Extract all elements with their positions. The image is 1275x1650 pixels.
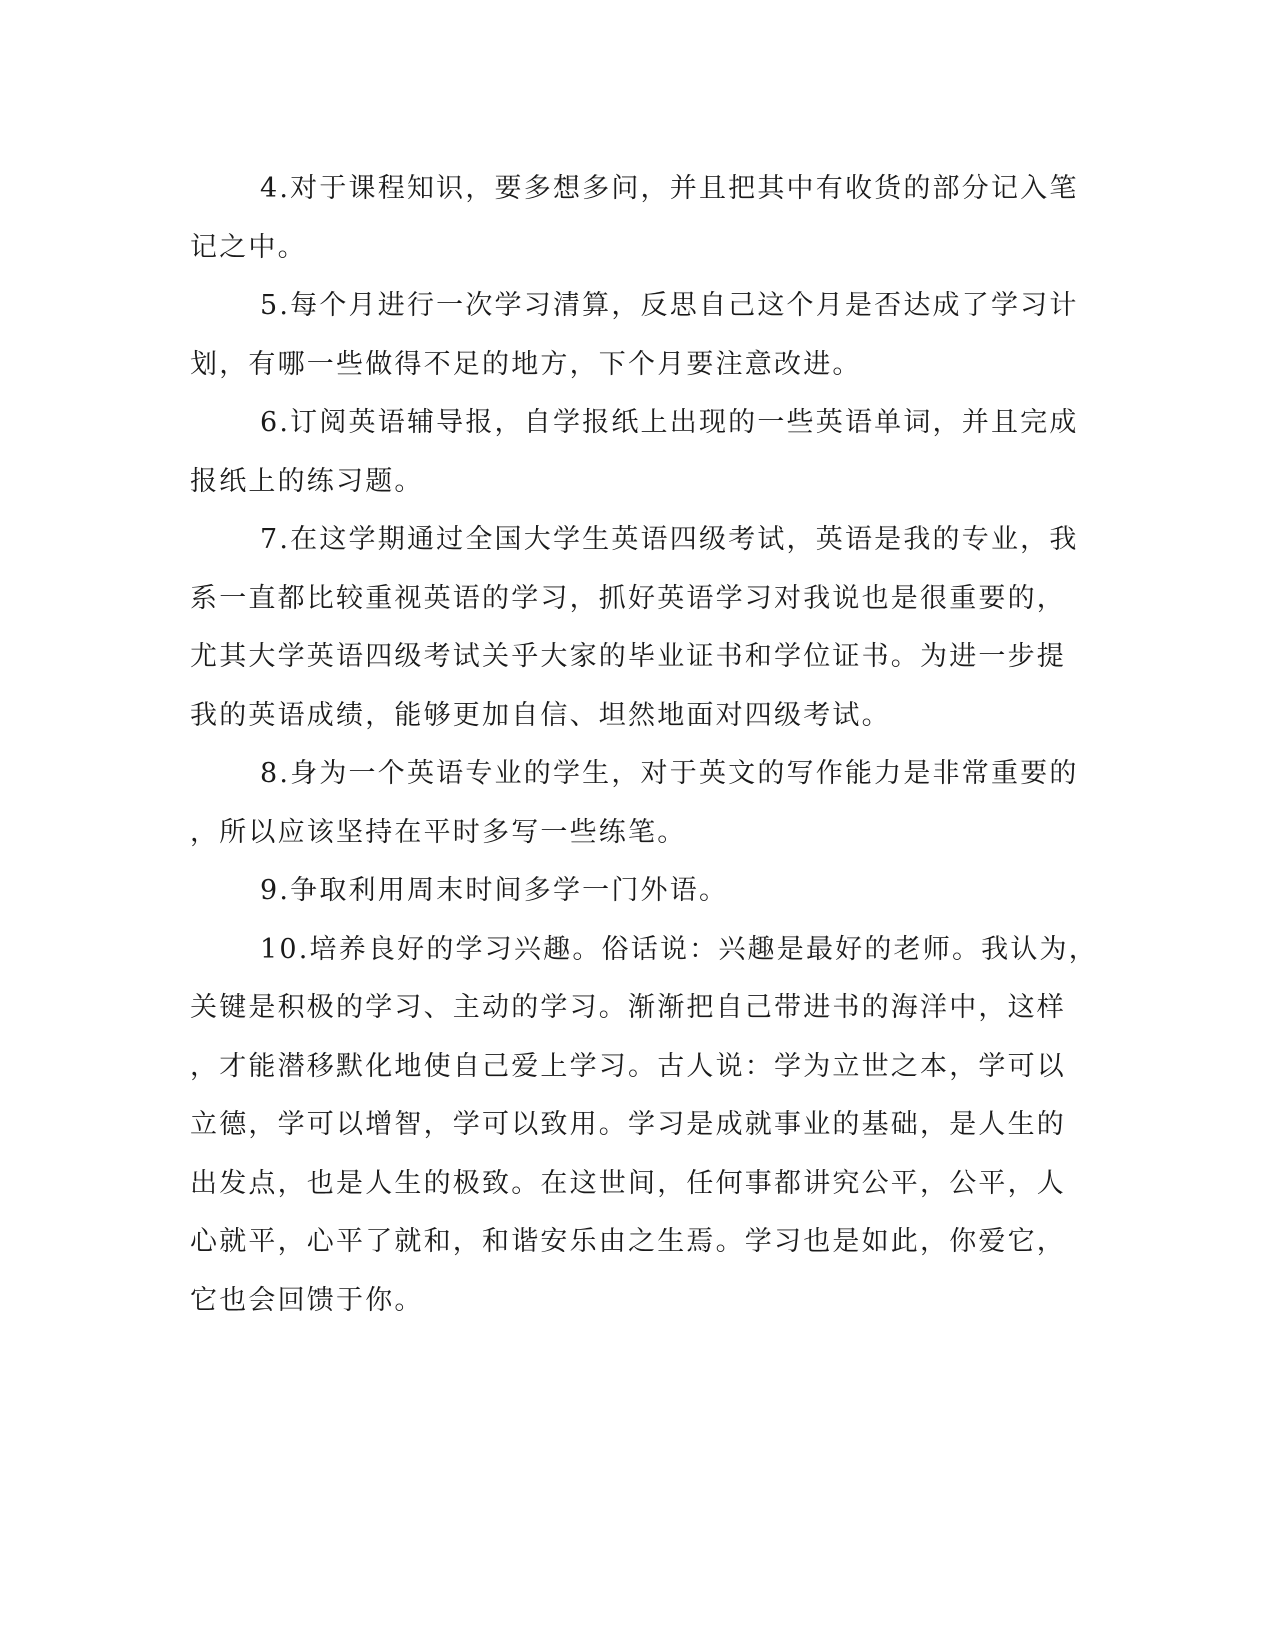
paragraph-7 (190, 511, 1079, 745)
paragraph-line: ，才能潜移默化地使自己爱上学习。古人说：学为立世之本，学可以 (190, 1050, 1066, 1082)
paragraph-line: 出发点，也是人生的极致。在这世间，任何事都讲究公平，公平，人 (190, 1167, 1066, 1199)
paragraph-line: 系一直都比较重视英语的学习，抓好英语学习对我说也是很重要的， (190, 582, 1066, 614)
paragraph-line: 6.订阅英语辅导报，自学报纸上出现的一些英语单词，并且完成 (260, 407, 1079, 438)
paragraph-line: 立德，学可以增智，学可以致用。学习是成就事业的基础，是人生的 (190, 1109, 1066, 1140)
paragraph-line: 7.在这学期通过全国大学生英语四级考试，英语是我的专业，我 (260, 524, 1079, 555)
paragraph-8 (190, 745, 1079, 862)
paragraph-line: 10.培养良好的学习兴趣。俗话说：兴趣是最好的老师。我认为， (260, 933, 1098, 965)
paragraph-10 (190, 921, 1098, 1331)
document-body (190, 160, 1098, 1330)
paragraph-line: 报纸上的练习题。 (190, 465, 424, 497)
paragraph-4 (190, 160, 1079, 277)
paragraph-line: 心就平，心平了就和，和谐安乐由之生焉。学习也是如此，你爱它， (190, 1226, 1066, 1257)
paragraph-line: 它也会回馈于你。 (190, 1284, 424, 1316)
paragraph-line: 划，有哪一些做得不足的地方，下个月要注意改进。 (190, 348, 862, 380)
paragraph-line: 关键是积极的学习、主动的学习。渐渐把自己带进书的海洋中，这样 (190, 992, 1066, 1023)
paragraph-6 (190, 394, 1079, 511)
paragraph-line: 5.每个月进行一次学习清算，反思自己这个月是否达成了学习计 (260, 290, 1079, 321)
paragraph-line: 记之中。 (190, 231, 307, 263)
paragraph-9 (190, 862, 1070, 921)
paragraph-5 (190, 277, 1079, 394)
paragraph-line: 4.对于课程知识，要多想多问，并且把其中有收货的部分记入笔 (260, 173, 1079, 204)
paragraph-line: 我的英语成绩，能够更加自信、坦然地面对四级考试。 (190, 699, 891, 731)
paragraph-line: 尤其大学英语四级考试关乎大家的毕业证书和学位证书。为进一步提 (190, 641, 1066, 672)
paragraph-line: 9.争取利用周末时间多学一门外语。 (260, 875, 729, 906)
paragraph-line: ，所以应该坚持在平时多写一些练笔。 (190, 816, 687, 848)
paragraph-line: 8.身为一个英语专业的学生，对于英文的写作能力是非常重要的 (260, 758, 1079, 789)
